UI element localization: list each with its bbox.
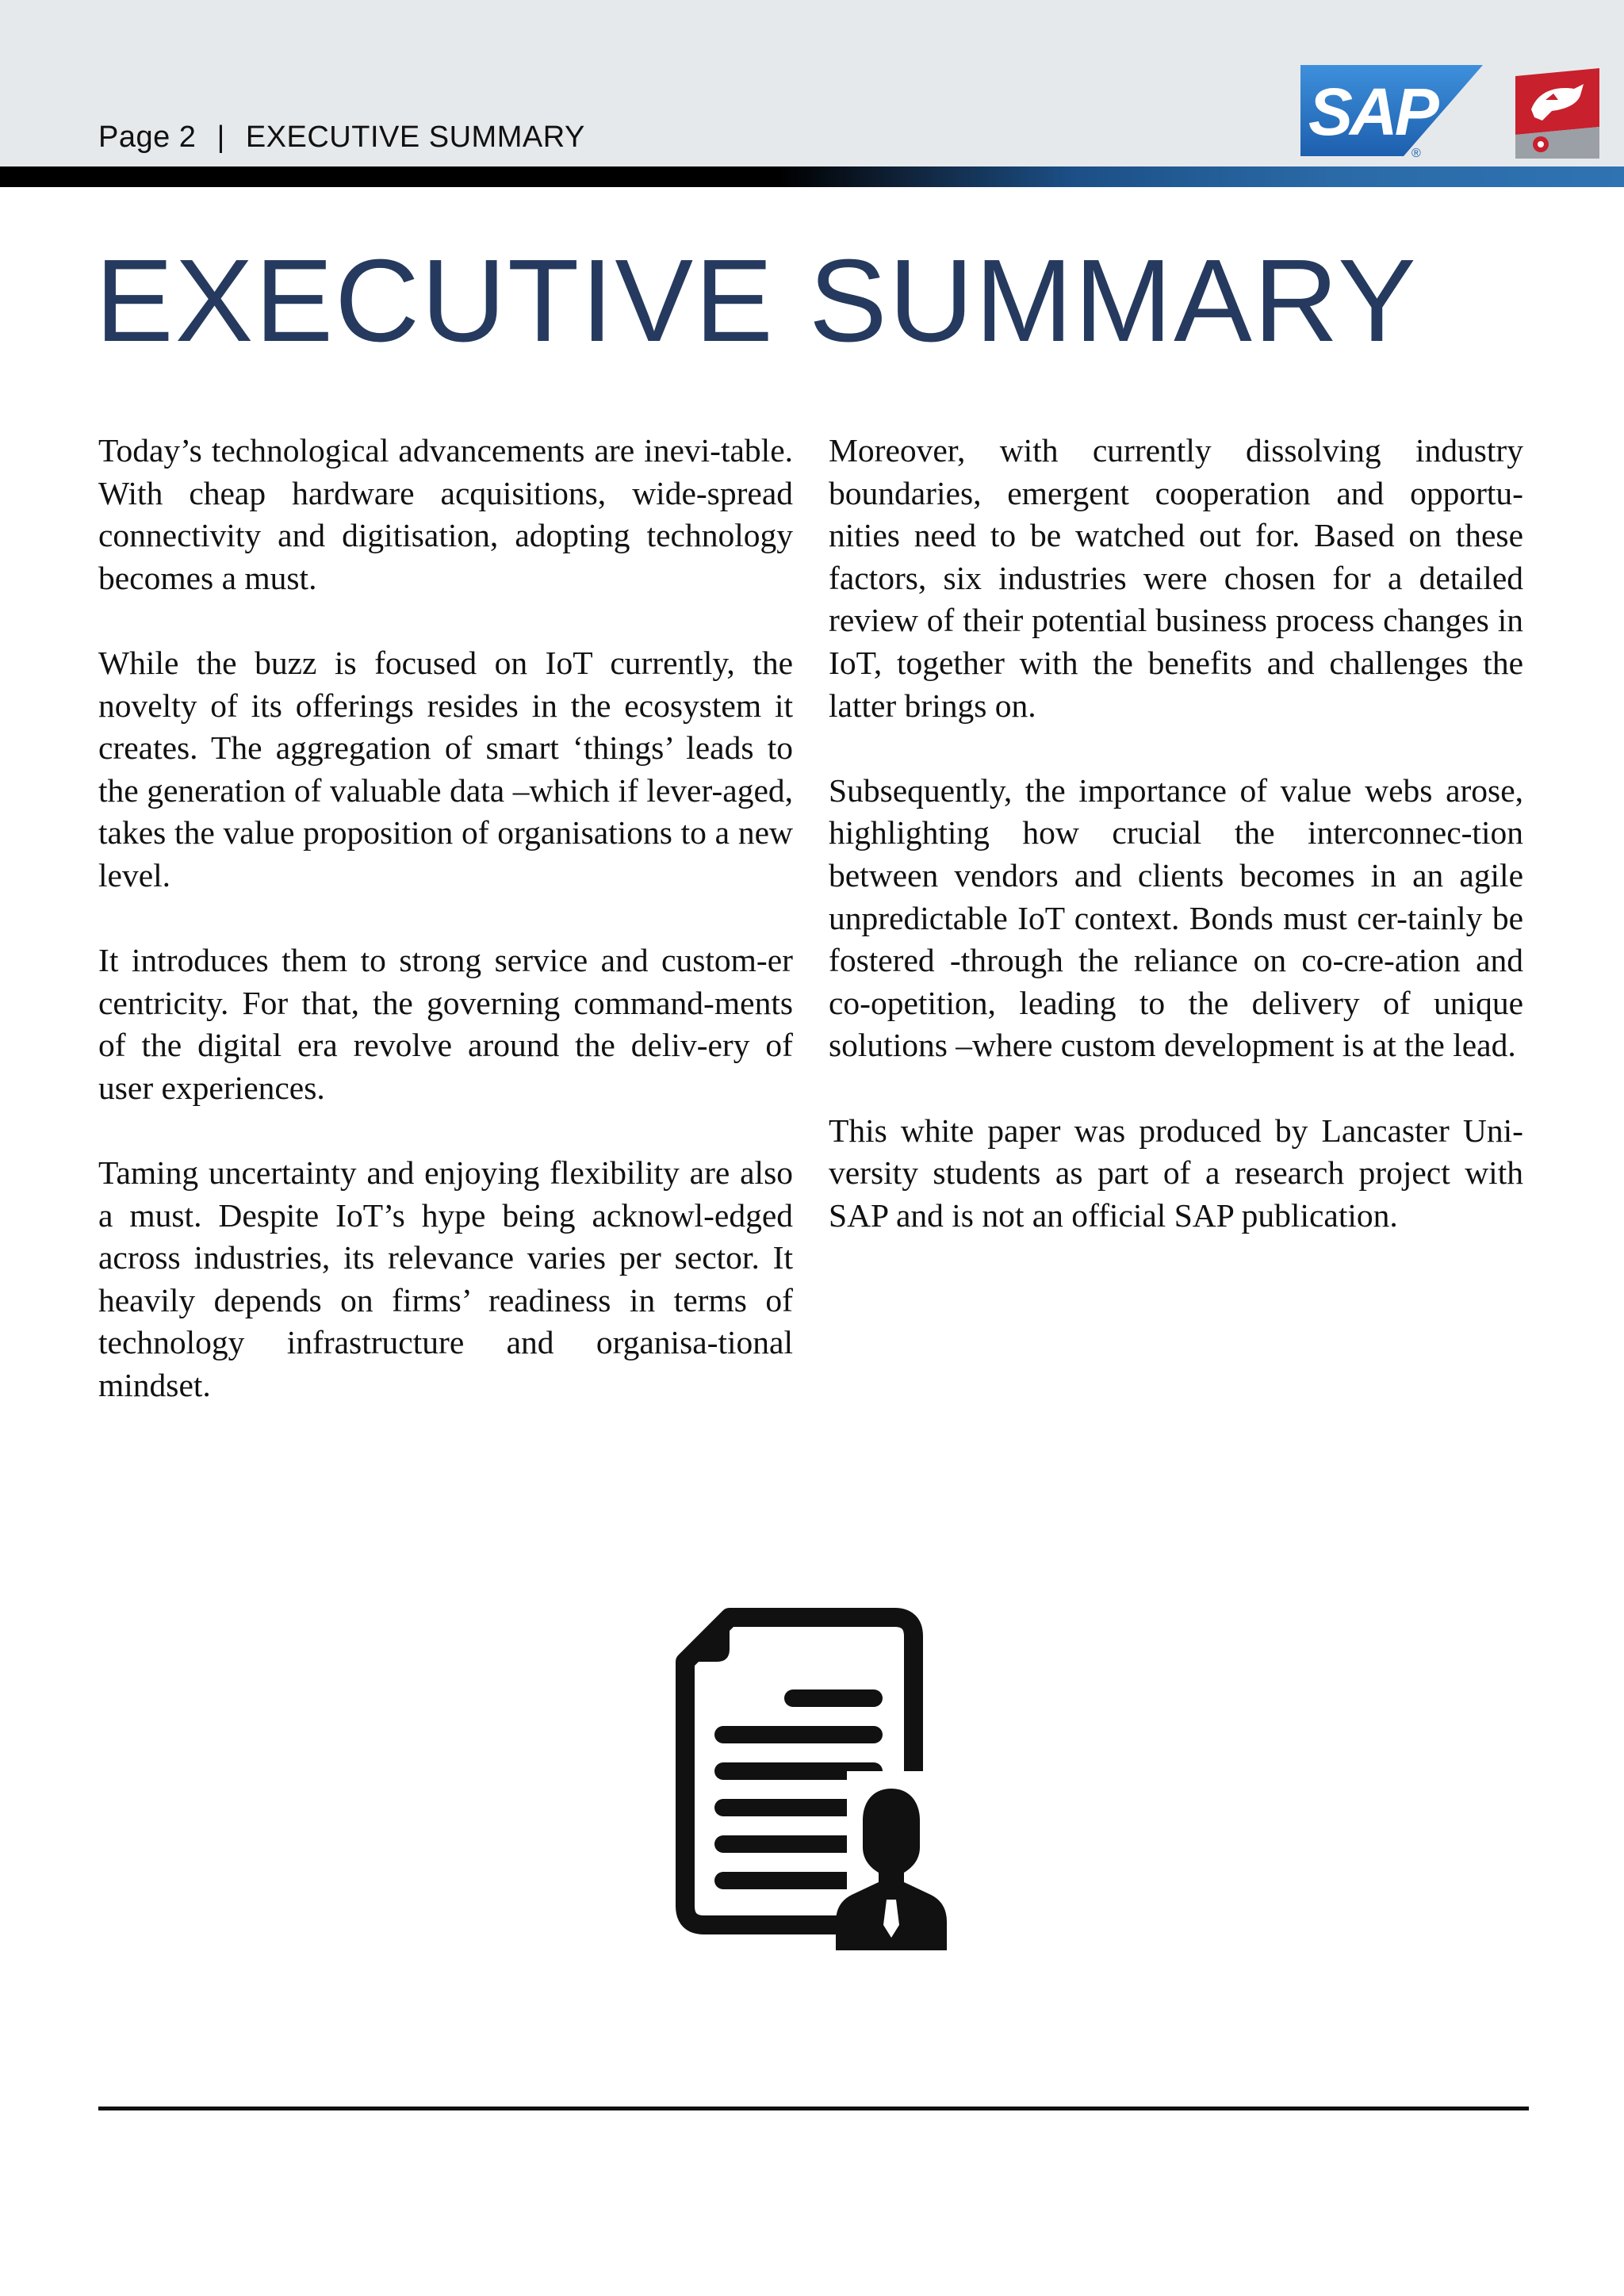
paragraph: It introduces them to strong service and custom-er centricity. For that, the governing command-ments of the digital era revolve around the deliv-ery of user experiences.: [98, 942, 793, 1106]
sap-logo: [1300, 65, 1483, 159]
footer-rule: [98, 2107, 1529, 2110]
header-gradient-rule: [0, 166, 1624, 187]
left-text-column: [98, 430, 793, 1449]
page-title: EXECUTIVE SUMMARY: [95, 235, 1418, 366]
sap-logo-text: SAP: [1308, 75, 1436, 149]
right-text-column: [829, 430, 1523, 1280]
paragraph: Taming uncertainty and enjoying flexibility are also a must. Despite IoT’s hype being acknowl-edged across industries, its relevance varies per sector. It heavily depends on firms’ readiness in terms of technology infrastructure and organisa-tional mindset.: [98, 1154, 793, 1404]
document-with-person-icon: [672, 1605, 990, 1954]
paragraph: Subsequently, the importance of value webs arose, highlighting how crucial the interconnec-tion between vendors and clients becomes in an agile unpredictable IoT context. Bonds must cer-tainly be fostered -through the reliance on co-cre-ation and co-opetition, leading to the delivery of unique solutions –where custom development is at the lead.: [829, 771, 1523, 1064]
paragraph: While the buzz is focused on IoT currently, the novelty of its offerings resides in the ecosystem it creates. The aggregation of smart ‘things’ leads to the generation of valuable data –which if lever-aged, takes the value proposition of organisations to a new level.: [98, 644, 793, 894]
running-header: [98, 121, 585, 155]
header-section-title: EXECUTIVE SUMMARY: [245, 121, 585, 154]
header-separator: |: [216, 121, 225, 154]
paragraph: Moreover, with currently dissolving industry boundaries, emergent cooperation and opportu-nities need to be watched out for. Based on these factors, six industries were chosen for a detailed review of their potential business process changes in IoT, together with the benefits and challenges the latter brings on.: [829, 432, 1523, 724]
sap-registered-mark: ®: [1411, 147, 1421, 159]
university-crest-logo: [1511, 68, 1603, 159]
page-number: Page 2: [98, 121, 197, 154]
disclaimer-paragraph: This white paper was produced by Lancaster Uni-versity students as part of a research project with SAP and is not an official SAP publication.: [829, 1112, 1523, 1234]
paragraph: Today’s technological advancements are inevi-table. With cheap hardware acquisitions, wide-spread connectivity and digitisation, adopting technology becomes a must.: [98, 432, 793, 596]
